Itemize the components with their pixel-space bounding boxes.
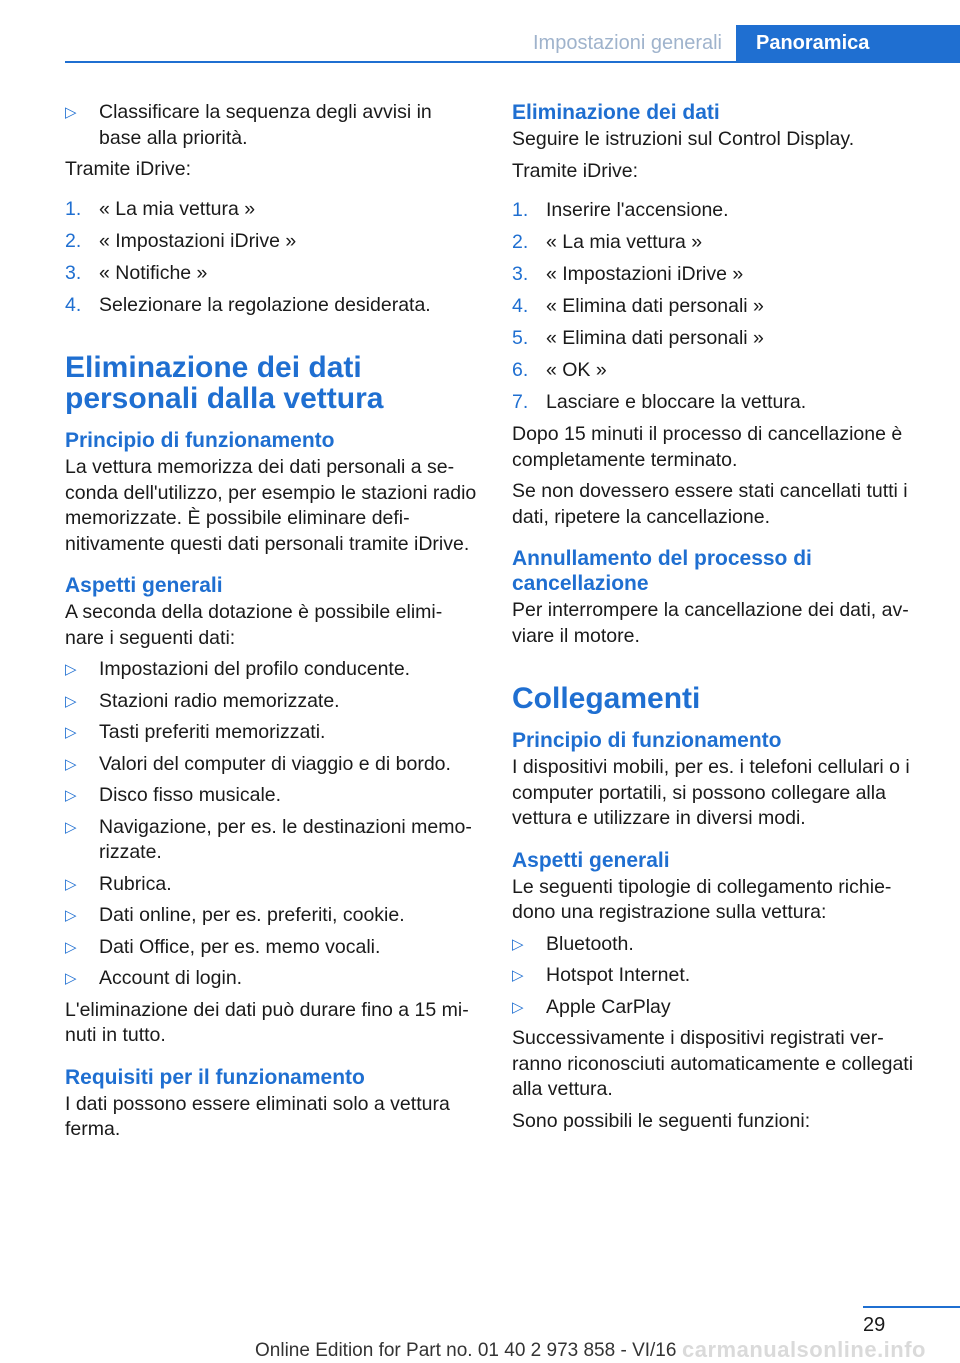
deletable-data-list bbox=[65, 657, 479, 992]
list-item: 3. « Notifiche » bbox=[65, 261, 208, 284]
general-paragraph: Le seguenti tipologie di collegamento richie-dono una registrazione sulla vettura: bbox=[512, 875, 892, 923]
list-item: 4. Selezionare la regolazione desiderata. bbox=[65, 293, 431, 316]
list-item: 7. Lasciare e bloccare la vettura. bbox=[512, 391, 807, 413]
page-header bbox=[0, 0, 960, 62]
list-item: 6. « OK » bbox=[512, 359, 607, 381]
subheading-general: Aspetti generali bbox=[512, 848, 670, 872]
list-item: 5. « Elimina dati personali » bbox=[512, 327, 764, 349]
retry-paragraph: Se non dovessero essere stati cancellati tutti i dati, ripetere la cancellazione. bbox=[512, 480, 908, 528]
functions-paragraph: Sono possibili le seguenti funzioni: bbox=[512, 1109, 811, 1132]
list-item: ▷ Apple CarPlay bbox=[512, 995, 930, 1021]
triangle-bullet-icon: ▷ bbox=[65, 907, 77, 924]
general-paragraph: A seconda della dotazione è possibile elimi-nare i seguenti dati: bbox=[65, 601, 443, 649]
list-item: ▷ Hotspot Internet. bbox=[512, 963, 930, 989]
principle-paragraph: I dispositivi mobili, per es. i telefoni cellulari o i computer portatili, si possono collegare alla vettura e utilizzare in diversi modi. bbox=[512, 756, 910, 829]
via-idrive-label: Tramite iDrive: bbox=[512, 159, 639, 182]
list-item: 3. « Impostazioni iDrive » bbox=[512, 263, 744, 285]
list-item: ▷ Tasti preferiti memorizzati. bbox=[65, 720, 479, 746]
edition-footer: Online Edition for Part no. 01 40 2 973 858 - VI/16 bbox=[255, 1340, 677, 1361]
section-heading-delete-personal-data: Eliminazione dei dati personali dalla vettura bbox=[65, 351, 384, 415]
triangle-bullet-icon: ▷ bbox=[65, 787, 77, 804]
list-item: ▷ Navigazione, per es. le destinazioni memo-rizzate. bbox=[65, 815, 472, 863]
via-idrive-label: Tramite iDrive: bbox=[65, 158, 192, 180]
priority-bullet-list bbox=[65, 100, 479, 151]
notification-steps-list bbox=[65, 197, 479, 319]
list-item: 2. « La mia vettura » bbox=[512, 231, 703, 253]
list-item: 4. « Elimina dati personali » bbox=[512, 295, 764, 317]
page-number-rule bbox=[863, 1306, 960, 1308]
cancel-paragraph: Per interrompere la cancellazione dei dati, av-viare il motore. bbox=[512, 599, 909, 647]
subheading-general: Aspetti generali bbox=[65, 574, 223, 597]
duration-paragraph: L'eliminazione dei dati può durare fino a 15 mi-nuti in tutto. bbox=[65, 998, 469, 1046]
left-column bbox=[65, 100, 479, 1149]
triangle-bullet-icon: ▷ bbox=[65, 970, 77, 987]
section-heading-connections: Collegamenti bbox=[512, 682, 701, 715]
triangle-bullet-icon: ▷ bbox=[65, 818, 77, 836]
list-item: 2. « Impostazioni iDrive » bbox=[65, 229, 297, 252]
header-rule bbox=[65, 61, 960, 63]
list-item: ▷ Classificare la sequenza degli avvisi in base alla priorità. bbox=[65, 101, 432, 149]
subheading-requirements: Requisiti per il funzionamento bbox=[65, 1065, 365, 1089]
triangle-bullet-icon: ▷ bbox=[65, 755, 77, 773]
triangle-bullet-icon: ▷ bbox=[65, 938, 77, 956]
list-item: ▷ Impostazioni del profilo conducente. bbox=[65, 657, 479, 683]
list-item: ▷ Disco fisso musicale. bbox=[65, 783, 479, 809]
header-section-title: Impostazioni generali bbox=[533, 32, 722, 54]
list-item: ▷ Rubrica. bbox=[65, 872, 479, 898]
subheading-delete-data: Eliminazione dei dati bbox=[512, 101, 720, 124]
triangle-bullet-icon: ▷ bbox=[65, 661, 77, 678]
triangle-bullet-icon: ▷ bbox=[65, 875, 77, 893]
subheading-principle: Principio di funzionamento bbox=[65, 429, 335, 452]
list-item: ▷ Stazioni radio memorizzate. bbox=[65, 689, 479, 715]
list-item: ▷ Valori del computer di viaggio e di bordo. bbox=[65, 752, 479, 778]
list-item: ▷ Dati Office, per es. memo vocali. bbox=[65, 935, 479, 961]
list-item: 1. « La mia vettura » bbox=[65, 197, 256, 220]
delete-steps-list bbox=[512, 198, 930, 416]
triangle-bullet-icon: ▷ bbox=[65, 692, 77, 710]
subheading-principle: Principio di funzionamento bbox=[512, 729, 782, 752]
connection-types-list bbox=[512, 932, 930, 1021]
principle-paragraph: La vettura memorizza dei dati personali a se-conda dell'utilizzo, per esempio le stazioni radio memorizzate. È possibile eliminare defi-nitivamente questi dati personali tramite iDrive. bbox=[65, 456, 477, 555]
triangle-bullet-icon: ▷ bbox=[65, 104, 77, 121]
page-number: 29 bbox=[863, 1314, 886, 1336]
watermark: carmanualsonline.info bbox=[682, 1337, 926, 1362]
header-chapter-tab: Panoramica bbox=[736, 25, 960, 61]
triangle-bullet-icon: ▷ bbox=[512, 998, 524, 1016]
triangle-bullet-icon: ▷ bbox=[512, 935, 524, 953]
triangle-bullet-icon: ▷ bbox=[65, 724, 77, 741]
after-registration-paragraph: Successivamente i dispositivi registrati ver-ranno riconosciuti automaticamente e collegati alla vettura. bbox=[512, 1027, 914, 1100]
list-item: ▷ Bluetooth. bbox=[512, 932, 930, 958]
subheading-cancel-process: Annullamento del processo di cancellazione bbox=[512, 547, 812, 595]
list-item: ▷ Dati online, per es. preferiti, cookie. bbox=[65, 903, 479, 929]
delete-intro-paragraph: Seguire le istruzioni sul Control Display. bbox=[512, 128, 855, 150]
list-item: 1. Inserire l'accensione. bbox=[512, 199, 729, 221]
requirements-paragraph: I dati possono essere eliminati solo a vettura ferma. bbox=[65, 1092, 450, 1140]
triangle-bullet-icon: ▷ bbox=[512, 967, 524, 984]
list-item: ▷ Account di login. bbox=[65, 966, 479, 992]
after-delete-paragraph: Dopo 15 minuti il processo di cancellazione è completamente terminato. bbox=[512, 423, 903, 471]
right-column bbox=[512, 100, 930, 1140]
